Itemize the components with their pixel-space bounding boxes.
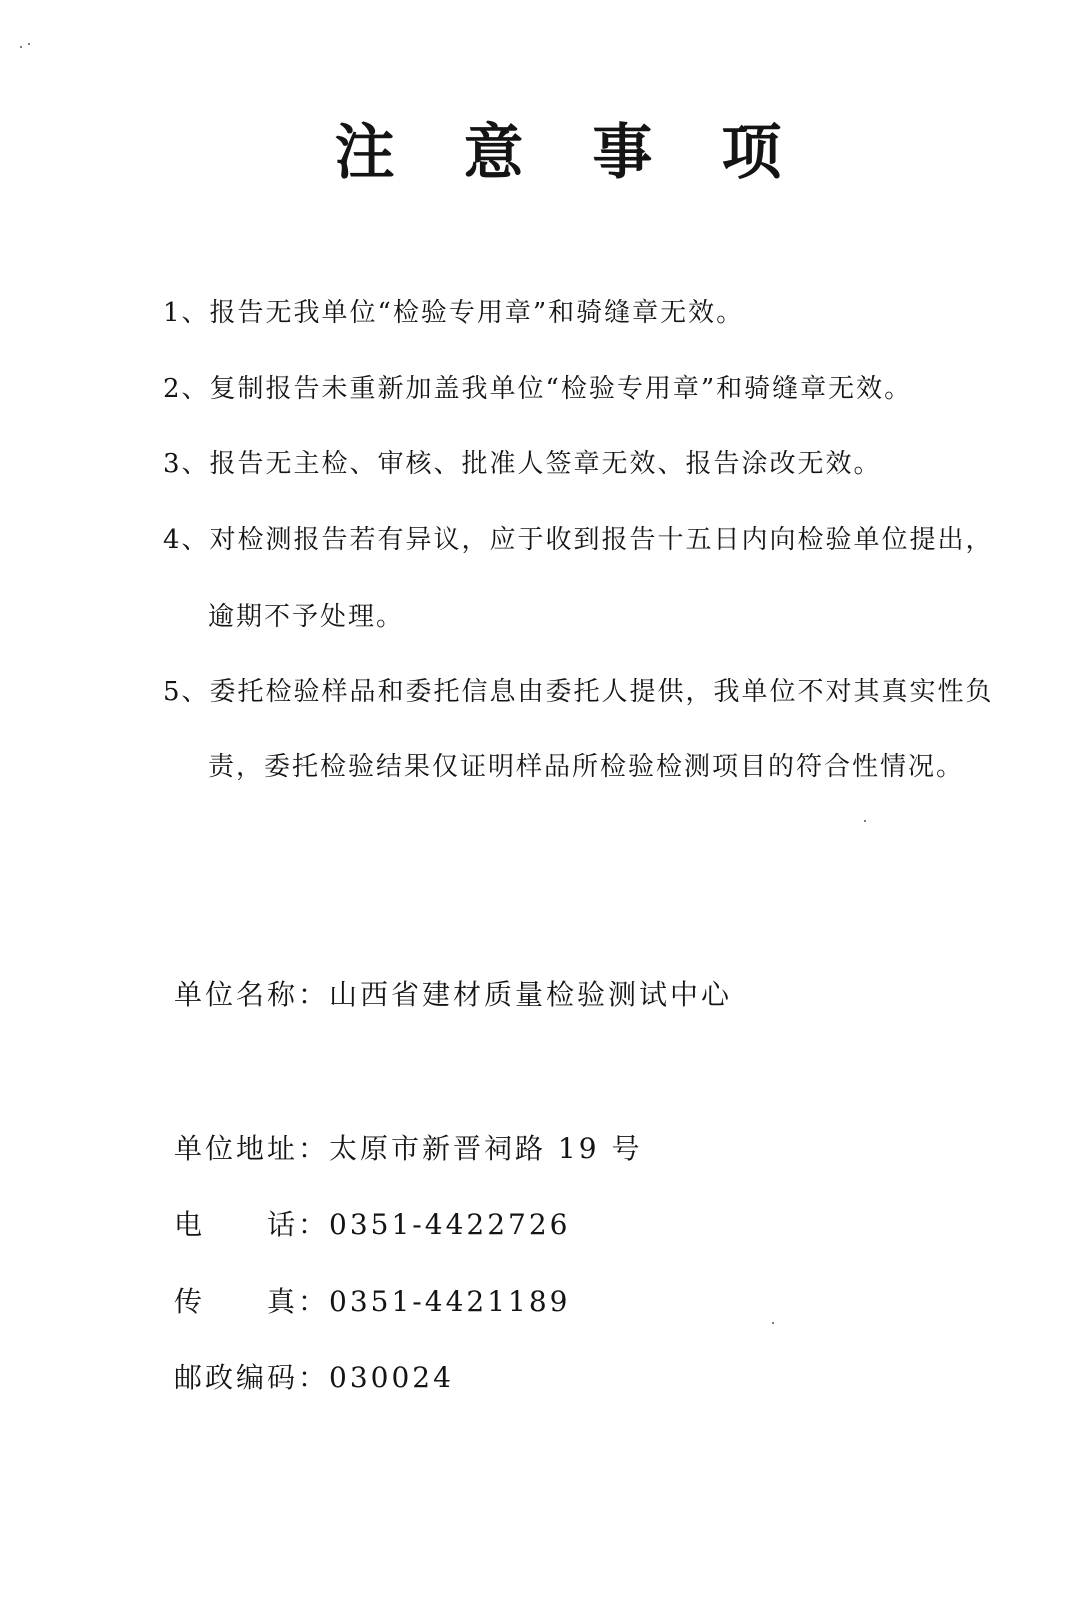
postcode-value: 030024 xyxy=(329,1361,454,1394)
unit-address-value: 太原市新晋祠路 19 号 xyxy=(329,1132,643,1165)
notice-item xyxy=(163,676,994,708)
notice-number: 3、 xyxy=(163,449,210,479)
notice-item xyxy=(163,373,912,405)
scan-speck xyxy=(864,820,866,822)
scan-speck xyxy=(28,43,30,45)
fax-row xyxy=(174,1285,570,1319)
scan-speck xyxy=(20,46,22,48)
unit-name-label: 单位名称： xyxy=(174,978,330,1011)
notice-continuation: 逾期不予处理。 xyxy=(208,602,405,632)
unit-name-row xyxy=(174,978,732,1012)
postcode-label: 邮政编码： xyxy=(174,1361,330,1394)
scan-speck xyxy=(772,1322,774,1324)
notice-number: 2、 xyxy=(163,374,210,404)
notice-text: 报告无主检、审核、批准人签章无效、报告涂改无效。 xyxy=(209,449,882,479)
phone-colon: ： xyxy=(298,1208,330,1241)
postcode-row xyxy=(174,1361,454,1395)
notice-continuation: 责，委托检验结果仅证明样品所检验检测项目的符合性情况。 xyxy=(208,752,965,782)
fax-colon: ： xyxy=(298,1285,330,1318)
notice-text: 复制报告未重新加盖我单位“检验专用章”和骑缝章无效。 xyxy=(209,374,913,404)
fax-label: 传 真 xyxy=(174,1285,299,1318)
notice-number: 5、 xyxy=(163,677,210,707)
phone-label: 电 话 xyxy=(174,1208,299,1241)
notice-number: 4、 xyxy=(163,525,210,555)
notice-text: 对检测报告若有异议，应于收到报告十五日内向检验单位提出， xyxy=(209,525,994,555)
phone-value: 0351-4422726 xyxy=(329,1208,571,1241)
unit-address-row xyxy=(174,1132,642,1166)
notice-item xyxy=(163,524,994,556)
notice-item xyxy=(163,297,744,329)
notice-number: 1、 xyxy=(163,298,210,328)
unit-name-value: 山西省建材质量检验测试中心 xyxy=(329,978,733,1011)
notice-text: 委托检验样品和委托信息由委托人提供，我单位不对其真实性负 xyxy=(209,677,994,707)
fax-value: 0351-4421189 xyxy=(329,1285,571,1318)
notice-item xyxy=(163,448,882,480)
page-title: 注 意 事 项 xyxy=(334,118,806,188)
phone-row xyxy=(174,1208,570,1242)
unit-address-label: 单位地址： xyxy=(174,1132,330,1165)
notice-text: 报告无我单位“检验专用章”和骑缝章无效。 xyxy=(209,298,745,328)
